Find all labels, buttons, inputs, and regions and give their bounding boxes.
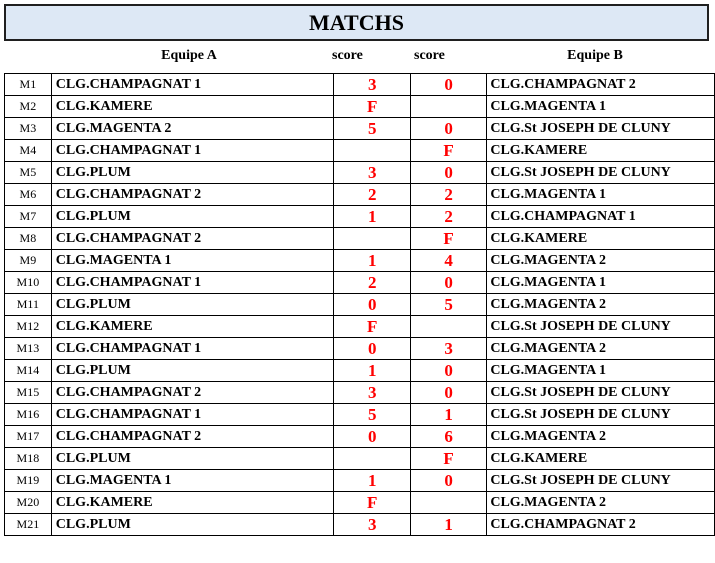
- score-a: 2: [334, 272, 410, 294]
- score-b: F: [410, 140, 486, 162]
- score-b: [410, 96, 486, 118]
- team-b: CLG.MAGENTA 1: [487, 360, 715, 382]
- score-b: 4: [410, 250, 486, 272]
- match-row: [5, 492, 715, 514]
- match-id: M18: [5, 448, 52, 470]
- match-row: [5, 360, 715, 382]
- match-row: [5, 404, 715, 426]
- team-a: CLG.MAGENTA 1: [51, 250, 334, 272]
- team-a: CLG.PLUM: [51, 448, 334, 470]
- match-id: M12: [5, 316, 52, 338]
- score-b: 0: [410, 382, 486, 404]
- score-b: F: [410, 228, 486, 250]
- team-b: CLG.St JOSEPH DE CLUNY: [487, 316, 715, 338]
- score-a: 3: [334, 162, 410, 184]
- team-a: CLG.CHAMPAGNAT 1: [51, 272, 334, 294]
- match-id: M6: [5, 184, 52, 206]
- match-id: M19: [5, 470, 52, 492]
- team-b: CLG.St JOSEPH DE CLUNY: [487, 470, 715, 492]
- team-b: CLG.KAMERE: [487, 228, 715, 250]
- score-a: 5: [334, 118, 410, 140]
- matches-table: [4, 73, 715, 536]
- match-row: [5, 316, 715, 338]
- team-b: CLG.St JOSEPH DE CLUNY: [487, 404, 715, 426]
- match-id: M7: [5, 206, 52, 228]
- score-b: F: [410, 448, 486, 470]
- match-id: M11: [5, 294, 52, 316]
- score-b: 5: [410, 294, 486, 316]
- score-b: 0: [410, 272, 486, 294]
- header-score-a: score: [332, 48, 363, 63]
- team-a: CLG.KAMERE: [51, 316, 334, 338]
- score-a: 0: [334, 426, 410, 448]
- team-a: CLG.CHAMPAGNAT 1: [51, 404, 334, 426]
- header-team-a: Equipe A: [161, 48, 217, 63]
- score-b: 2: [410, 206, 486, 228]
- score-b: 0: [410, 360, 486, 382]
- match-id: M20: [5, 492, 52, 514]
- match-row: [5, 338, 715, 360]
- team-a: CLG.PLUM: [51, 360, 334, 382]
- match-id: M15: [5, 382, 52, 404]
- team-b: CLG.CHAMPAGNAT 2: [487, 514, 715, 536]
- team-a: CLG.MAGENTA 2: [51, 118, 334, 140]
- score-b: 3: [410, 338, 486, 360]
- score-b: [410, 316, 486, 338]
- score-b: 0: [410, 118, 486, 140]
- team-a: CLG.MAGENTA 1: [51, 470, 334, 492]
- team-a: CLG.CHAMPAGNAT 2: [51, 228, 334, 250]
- team-b: CLG.MAGENTA 2: [487, 426, 715, 448]
- score-b: 0: [410, 162, 486, 184]
- match-id: M9: [5, 250, 52, 272]
- team-b: CLG.MAGENTA 2: [487, 250, 715, 272]
- team-a: CLG.KAMERE: [51, 96, 334, 118]
- team-a: CLG.CHAMPAGNAT 1: [51, 74, 334, 96]
- score-a: [334, 448, 410, 470]
- team-a: CLG.CHAMPAGNAT 2: [51, 382, 334, 404]
- match-row: [5, 74, 715, 96]
- team-b: CLG.MAGENTA 2: [487, 294, 715, 316]
- score-a: [334, 140, 410, 162]
- match-row: [5, 448, 715, 470]
- team-a: CLG.KAMERE: [51, 492, 334, 514]
- match-id: M13: [5, 338, 52, 360]
- score-a: 1: [334, 250, 410, 272]
- team-a: CLG.CHAMPAGNAT 1: [51, 338, 334, 360]
- team-a: CLG.PLUM: [51, 514, 334, 536]
- team-b: CLG.KAMERE: [487, 448, 715, 470]
- team-b: CLG.St JOSEPH DE CLUNY: [487, 118, 715, 140]
- team-a: CLG.PLUM: [51, 294, 334, 316]
- match-id: M2: [5, 96, 52, 118]
- header-score-b: score: [414, 48, 445, 63]
- match-id: M16: [5, 404, 52, 426]
- score-a: 3: [334, 382, 410, 404]
- match-row: [5, 382, 715, 404]
- match-row: [5, 96, 715, 118]
- score-b: [410, 492, 486, 514]
- match-id: M17: [5, 426, 52, 448]
- score-b: 0: [410, 74, 486, 96]
- page-title: MATCHS: [4, 4, 709, 41]
- team-b: CLG.MAGENTA 1: [487, 184, 715, 206]
- team-b: CLG.MAGENTA 2: [487, 338, 715, 360]
- match-row: [5, 228, 715, 250]
- match-row: [5, 162, 715, 184]
- team-b: CLG.MAGENTA 1: [487, 272, 715, 294]
- match-id: M4: [5, 140, 52, 162]
- score-a: 3: [334, 74, 410, 96]
- score-a: 3: [334, 514, 410, 536]
- team-b: CLG.KAMERE: [487, 140, 715, 162]
- match-id: M10: [5, 272, 52, 294]
- team-b: CLG.CHAMPAGNAT 1: [487, 206, 715, 228]
- match-row: [5, 514, 715, 536]
- matches-body: [5, 74, 715, 536]
- match-row: [5, 184, 715, 206]
- match-id: M1: [5, 74, 52, 96]
- score-a: 1: [334, 470, 410, 492]
- match-id: M3: [5, 118, 52, 140]
- match-row: [5, 272, 715, 294]
- team-a: CLG.CHAMPAGNAT 2: [51, 426, 334, 448]
- score-a: F: [334, 96, 410, 118]
- score-a: 0: [334, 294, 410, 316]
- match-id: M8: [5, 228, 52, 250]
- match-id: M21: [5, 514, 52, 536]
- score-b: 6: [410, 426, 486, 448]
- score-a: 1: [334, 360, 410, 382]
- score-a: F: [334, 316, 410, 338]
- team-a: CLG.PLUM: [51, 162, 334, 184]
- team-b: CLG.MAGENTA 2: [487, 492, 715, 514]
- score-a: [334, 228, 410, 250]
- score-a: 5: [334, 404, 410, 426]
- match-id: M5: [5, 162, 52, 184]
- team-b: CLG.CHAMPAGNAT 2: [487, 74, 715, 96]
- score-b: 1: [410, 514, 486, 536]
- score-b: 2: [410, 184, 486, 206]
- team-b: CLG.St JOSEPH DE CLUNY: [487, 382, 715, 404]
- score-b: 1: [410, 404, 486, 426]
- score-a: 1: [334, 206, 410, 228]
- score-a: 2: [334, 184, 410, 206]
- team-a: CLG.PLUM: [51, 206, 334, 228]
- header-team-b: Equipe B: [567, 48, 623, 63]
- match-row: [5, 294, 715, 316]
- match-row: [5, 426, 715, 448]
- team-a: CLG.CHAMPAGNAT 1: [51, 140, 334, 162]
- match-row: [5, 250, 715, 272]
- match-row: [5, 140, 715, 162]
- team-b: CLG.MAGENTA 1: [487, 96, 715, 118]
- score-b: 0: [410, 470, 486, 492]
- match-row: [5, 118, 715, 140]
- match-id: M14: [5, 360, 52, 382]
- score-a: 0: [334, 338, 410, 360]
- score-a: F: [334, 492, 410, 514]
- match-row: [5, 470, 715, 492]
- team-a: CLG.CHAMPAGNAT 2: [51, 184, 334, 206]
- match-row: [5, 206, 715, 228]
- team-b: CLG.St JOSEPH DE CLUNY: [487, 162, 715, 184]
